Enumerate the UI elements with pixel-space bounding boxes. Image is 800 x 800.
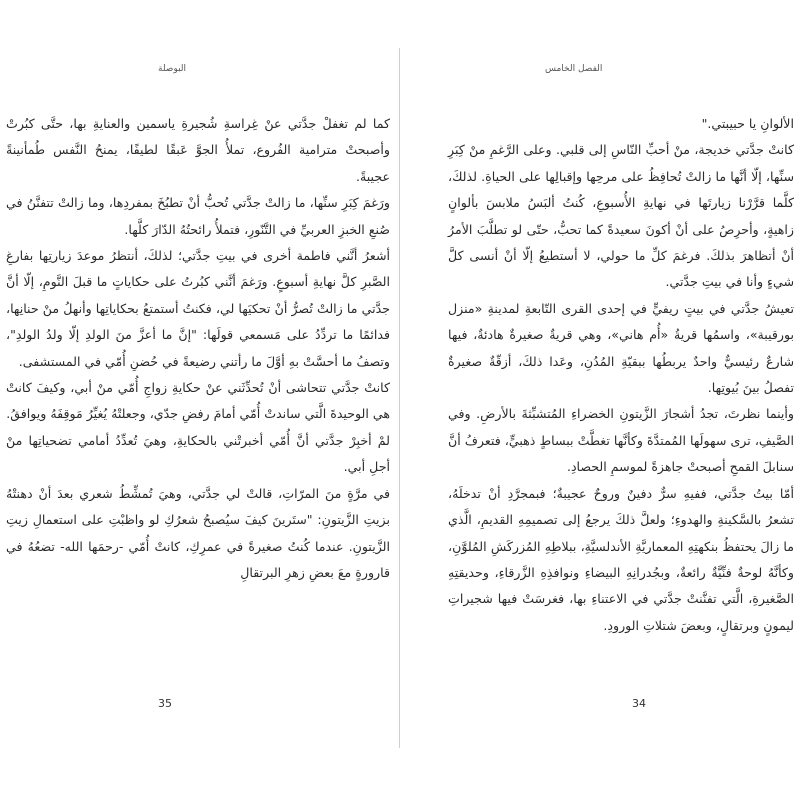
page-body: [6, 111, 390, 586]
running-header: البوصلة: [158, 64, 187, 74]
page-number: 35: [158, 697, 172, 710]
right-page: [401, 0, 800, 800]
paragraph: أمّا بيتُ جدَّتي، ففيهِ سرٌّ دفينٌ وروحٌ عجيبةٌ؛ فبمجرَّدِ أنْ تدخلَهُ، تشعرُ بالسَّكينةِ والهدوءِ؛ ولعلَّ ذلكَ يرجعُ إلى تصميمِهِ القديمِ، الَّذي ما زالَ يحتفظُ بنكهتِهِ المعماريَّةِ الأندلسيَّةِ، ببلاطِهِ المُزركَشِ المُلوَّنِ، وكأنَّهُ لوحةٌ فنِّيَّةٌ رائعةٌ، وبجُدرانِهِ البيضاءِ ونوافذِهِ الزَّرقاءِ، وحديقتِهِ الصَّغيرةِ، الَّتي تفنَّنتْ جدَّتي في الاعتناءِ بها، فغرسَتْ فيها شجيراتِ ليمونٍ وبرتقالٍ، وبعضَ شتلاتِ الورودِ.: [448, 485, 794, 633]
paragraph: في مرَّةٍ منَ المرّاتِ، قالتْ لي جدَّتي، وهيَ تُمشِّطُ شعري بعدَ أنْ دهنتْهُ بزيتِ الزَّيتونِ: "ستَرينَ كيفَ سيُصبحُ شعرُكِ لو واظبْتِ على استعمالِ زيتِ الزَّيتونِ. عندما كُنتُ صغيرةً في عمرِكِ، كانتْ أُمّي -رحمَها الله- تضعُهُ في قارورةٍ معَ بعضِ زهرِ البرتقالِ: [6, 485, 390, 580]
paragraph: الألوانِ يا حبيبتي.": [701, 116, 794, 131]
paragraph: كانتْ جدَّتي تتحاشى أنْ تُحدِّثَني عنْ حكايةِ زواجِ أُمّي منْ أبي، وكيفَ كانتْ هي الوحيدةَ الَّتي ساندتْ أُمّي أمامَ رفضِ جدّي، وجعلتْهُ يُغيِّرُ مَوقِفَهُ ويوافقُ.: [6, 380, 390, 422]
page-gutter: [399, 48, 400, 748]
paragraph: أشعرُ أنَّني فاطمة أخرى في بيتِ جدَّتي؛ لذلكَ، أنتظرُ موعدَ زيارتِها بفارغِ الصَّبرِ كلَّ نهايةِ أسبوعٍ. ورَغمَ أنَّني كبُرتُ على حكاياتٍ ما قبلَ النَّومِ، إلّا أنَّ جدَّتي ما زالتْ تُصرُّ أنْ تحكيَها لي، فكنتُ أستمتعُ بحكاياتِها وأنهلُ منْ حنانِها، فدائمًا ما تردِّدُ على مَسمعي قولَها: "إنَّ ما أعزَّ منَ الولدِ إلّا ولدُ الولدِ"، وتصفُ ما أحسَّتْ بهِ أوَّلَ ما رأتني رضيعةً في حُضنِ أُمّي في المستشفى.: [6, 248, 390, 369]
paragraph: كما لم تغفلْ جدَّتي عنْ غِراسةِ شُجيرةِ ياسمين والعنايةِ بها، حتَّى كبُرتْ وأصبحتْ مترامية الفُروع، تملأُ الجوَّ عَبقًا لطيفًا، يمنحُ النَّفس طُمأنينةً عجيبةً.: [6, 116, 390, 184]
paragraph: تعيشُ جدَّتي في بيتٍ ريفيٍّ في إحدى القرى التّابعةِ لمدينةِ «منزل بورقيبة»، واسمُها قريةُ «أُم هاني»، وهي قريةٌ صغيرةٌ هادئةٌ، فيها شارعٌ رئيسيٌّ واحدٌ يربطُها ببقيّةِ المُدُنِ، وعَدا ذلكَ، أزقّةٌ صغيرةٌ تفصلُ بينَ بُيوتِها.: [448, 300, 794, 396]
paragraph: وأينما نظرتَ، تجدُ أشجارَ الزَّيتونِ الخضراءِ المُتشبِّثةَ بالأرضِ. وفي الصَّيفِ، ترى سهولَها المُمتدَّةَ وكأنَّها تغطَّتْ ببساطٍ ذهبيٍّ، فتعرفُ أنَّ سنابلَ القمحِ أصبحتْ جاهزةً لموسمِ الحصادِ.: [448, 406, 794, 475]
paragraph: ورَغمَ كِبَرِ سنِّها، ما زالتْ جدَّتي تُحبُّ أنْ تطبُخَ بمفردِها، وما زالتْ تتفنَّنُ في صُنعِ الخبزِ العربيِّ في التَّنّورِ، فتملأُ رائحتُهُ الدّارَ كلَّها.: [6, 195, 390, 237]
running-header: الفصل الخامس: [545, 64, 603, 74]
page-body: [448, 111, 794, 639]
page-number: 34: [632, 697, 646, 710]
paragraph: كانتْ جدَّتي خديجة، منْ أحبِّ النّاسِ إلى قلبي. وعلى الرَّغمِ منْ كِبَرِ سنِّها، إلّا أنَّها ما زالتْ تُحافِظُ على مرحِها وإقبالِها على الحياةِ. لذلكَ، كلَّما قرَّرْنا زيارتَها في نهايةِ الأُسبوعِ، كُنتُ ألبَسُ ملابسَ بألوانٍ زاهيةٍ، وأحرِصُ على أنْ أكونَ سعيدةً كما تحبُّ، حتّى لو تطلَّبَ الأمرُ أنْ أتظاهرَ بذلكَ. فرغمَ كلِّ ما حولي، لا أستطيعُ إلّا أنْ أنسى كلَّ شيءٍ وأنا في بيتِ جدَّتي.: [448, 142, 794, 290]
paragraph: لمْ أخبِرْ جدَّتي أنَّ أُمّي أخبرتْني بالحكايةِ، وهيَ تُعدِّدُ أمامي تضحياتِها منْ أجلِ أبي.: [6, 432, 390, 475]
